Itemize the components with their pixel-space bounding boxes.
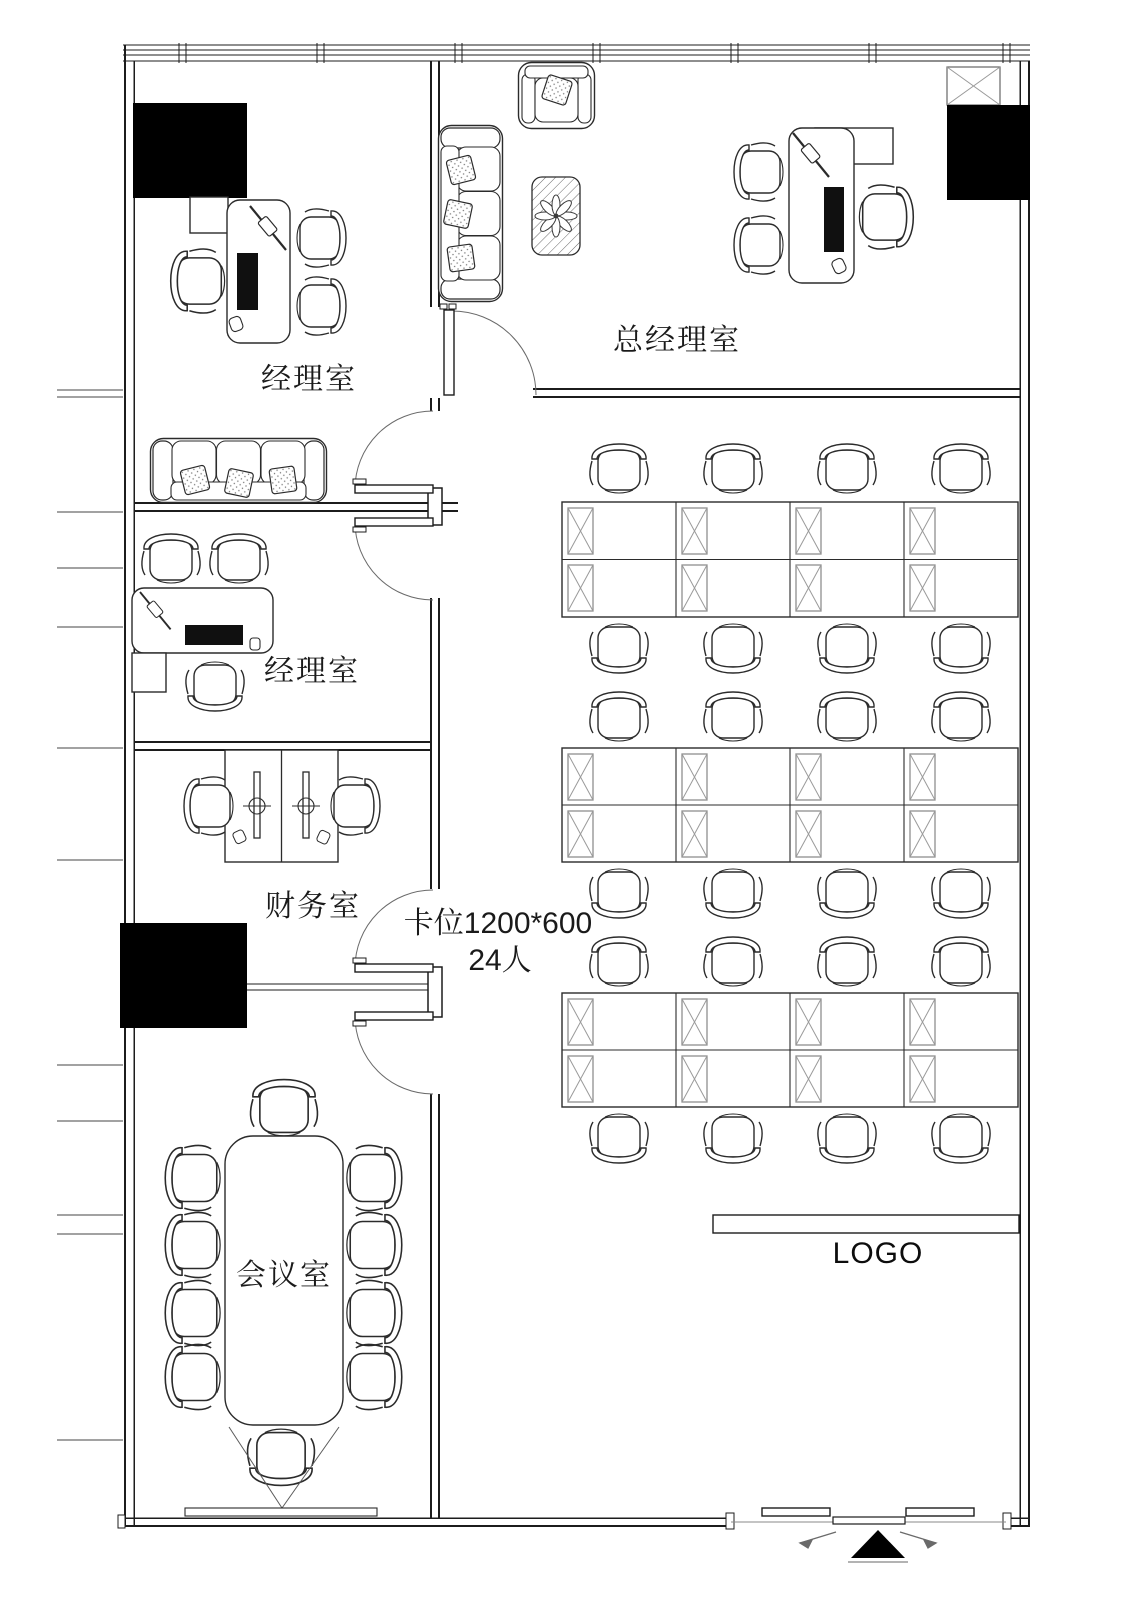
office-chair-icon	[250, 1080, 317, 1136]
logo-text: LOGO	[832, 1237, 924, 1270]
column-icon	[947, 105, 1030, 200]
gm-office-door	[440, 304, 536, 395]
office-chair-icon	[247, 1429, 314, 1485]
keyboard-icon	[185, 625, 243, 645]
office-chair-icon	[186, 662, 244, 711]
side-return-desk	[190, 197, 228, 233]
keyboard-icon	[237, 253, 258, 310]
door-hinge-icon	[440, 304, 447, 309]
room-manager-office-2	[132, 534, 360, 711]
office-chair-icon	[297, 277, 346, 335]
office-chair-icon	[165, 1280, 220, 1345]
dimension-ticks	[57, 390, 123, 1440]
office-chair-icon	[347, 1145, 402, 1210]
sofa-icon	[151, 439, 327, 503]
mouse-icon	[250, 638, 260, 650]
keyboard-icon	[824, 187, 844, 252]
workstation-block	[562, 502, 1018, 617]
office-chair-icon	[165, 1212, 220, 1277]
wall-manager2-finance	[134, 742, 430, 750]
workstation-block	[562, 993, 1018, 1107]
corridor-wall	[431, 61, 439, 1518]
curtain-wall	[123, 43, 1030, 63]
entrance-triangle-icon	[851, 1530, 905, 1558]
monitor-icon	[254, 772, 260, 838]
room-meeting	[165, 1080, 402, 1516]
office-chair-icon	[165, 1145, 220, 1210]
column-icon	[133, 103, 247, 198]
curtain-wall-mullion-icon	[179, 43, 1010, 63]
wall-gm-office-south	[533, 389, 1020, 397]
desk-icon	[789, 128, 854, 283]
door-hinge-icon	[353, 958, 366, 963]
plant-icon	[535, 195, 577, 237]
door-hinge-icon	[353, 479, 366, 484]
office-chair-icon	[859, 185, 913, 249]
monitor-icon	[303, 772, 309, 838]
office-chair-icon	[297, 209, 346, 267]
logo-wall	[713, 1215, 1019, 1270]
door-hinge-icon	[449, 304, 456, 309]
wall-manager1-manager2	[134, 503, 458, 511]
column-icon	[120, 923, 247, 1028]
workstation-block	[562, 748, 1018, 862]
workstation-note-line2: 24人	[468, 944, 532, 977]
entrance	[731, 1508, 1006, 1562]
open-office-area	[404, 444, 1018, 1163]
door-hinge-icon	[353, 527, 366, 532]
room-label: 会议室	[236, 1259, 332, 1292]
room-finance-office	[184, 750, 380, 923]
office-chair-icon	[165, 1344, 220, 1409]
door-hinge-icon	[353, 1021, 366, 1026]
room-label: 财务室	[265, 890, 361, 923]
right-wall	[1020, 61, 1029, 1526]
room-label: 总经理室	[613, 324, 741, 357]
logo-wall-panel	[713, 1215, 1019, 1233]
office-chair-icon	[347, 1280, 402, 1345]
left-wall	[125, 45, 134, 1526]
room-general-manager-office	[439, 63, 914, 358]
sofa-icon	[439, 126, 503, 302]
projection-screen-icon	[185, 1508, 377, 1516]
room-label: 经理室	[264, 655, 360, 688]
shaft-x-icon	[947, 67, 1000, 105]
office-chair-icon	[142, 534, 200, 583]
office-chair-icon	[734, 143, 783, 201]
corridor-double-door-north	[353, 411, 442, 600]
coffee-table-icon	[532, 177, 580, 255]
side-return-desk	[132, 653, 166, 692]
workstation-note-line1: 卡位1200*600	[403, 907, 593, 940]
office-chair-icon	[210, 534, 268, 583]
office-chair-icon	[347, 1344, 402, 1409]
office-chair-icon	[171, 249, 225, 313]
room-label: 经理室	[261, 363, 357, 396]
office-chair-icon	[347, 1212, 402, 1277]
room-manager-office-1	[151, 197, 358, 503]
armchair-icon	[519, 63, 595, 129]
office-chair-icon	[734, 216, 783, 274]
